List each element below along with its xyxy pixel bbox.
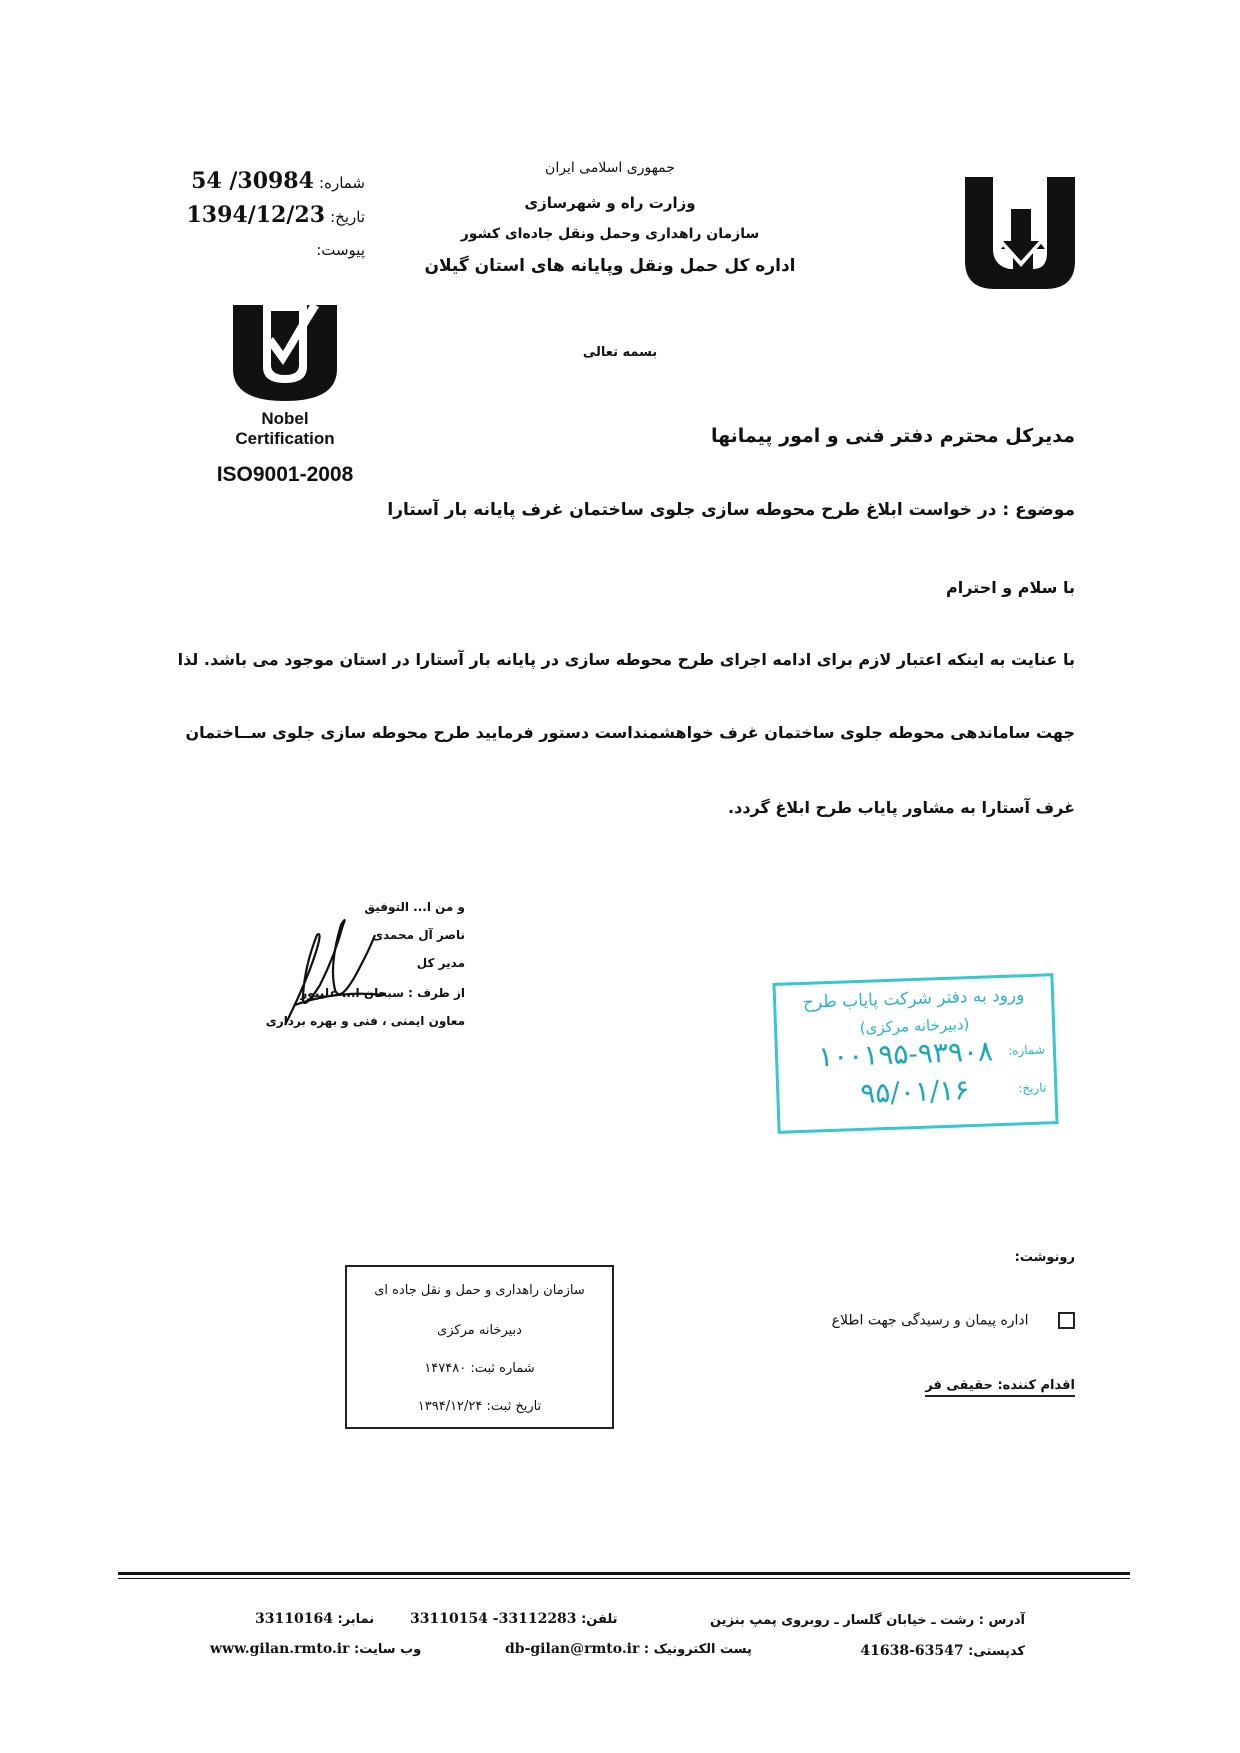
action-by: اقدام کننده: حقیقی فر (925, 1378, 1075, 1397)
letter-paragraph-1: با عنایت به اینکه اعتبار لازم برای ادامه اجرای طرح محوطه سازی در پایانه بار آستارا در استان موجود می باشد. لذا (177, 650, 1075, 669)
received-stamp (772, 973, 1058, 1134)
footer-phone (410, 1611, 618, 1627)
header-directorate: اداره کل حمل ونقل وپایانه های استان گیلان (424, 256, 796, 276)
registry-organization: سازمان راهداری و حمل و نقل جاده ای (374, 1283, 585, 1298)
reference-block (185, 168, 365, 268)
cc-checkbox[interactable] (1058, 1312, 1075, 1329)
reference-number-row (191, 168, 365, 194)
letter-subject: موضوع : در خواست ابلاغ طرح محوطه سازی جلوی ساختمان غرف پایانه بار آستارا (387, 500, 1075, 520)
stamp-number-label: شماره: (1007, 1042, 1046, 1058)
footer-website-label: وب سایت: (354, 1642, 422, 1657)
reference-date-label: تاریخ: (330, 208, 365, 226)
basmala: بسمه تعالی (582, 345, 658, 360)
iso-line-certification: Certification (235, 429, 335, 448)
header-organization: سازمان راهداری وحمل ونقل جاده‌ای کشور (460, 226, 760, 242)
footer-address: آدرس : رشت ـ خیابان گلسار ـ روبروی پمپ بنزین (709, 1613, 1025, 1628)
signature-on-behalf: از طرف : سبحان ا... علیپور (300, 986, 465, 1000)
reference-attachment-label: پیوست: (316, 241, 365, 259)
registry-secretariat: دبیرخانه مرکزی (437, 1323, 522, 1338)
cc-item (832, 1312, 1075, 1329)
footer-divider-thin (118, 1578, 1130, 1579)
iso-standard: ISO9001-2008 (216, 463, 354, 486)
footer-website-value[interactable]: www.gilan.rmto.ir (210, 1641, 350, 1657)
cc-item-label: اداره پیمان و رسیدگی جهت اطلاع (831, 1312, 1029, 1329)
nobel-certification-logo-icon (215, 285, 355, 405)
reference-date-value: 1394/12/23 (186, 202, 325, 228)
signature-name: ناصر آل محمدی (371, 928, 465, 942)
reference-number-label: شماره: (319, 174, 365, 192)
footer-fax-label: نمابر: (337, 1612, 375, 1627)
header-ministry: وزارت راه و شهرسازی (524, 194, 696, 212)
letter-recipient: مدیرکل محترم دفتر فنی و امور پیمانها (710, 425, 1075, 447)
stamp-date-value: ۹۵/۰۱/۱۶ (859, 1073, 970, 1110)
signature-title: مدیر کل (416, 956, 465, 970)
footer-fax-value: 33110164 (255, 1611, 333, 1627)
iso-certification (205, 285, 365, 505)
registry-stamp (345, 1265, 614, 1429)
reference-attachment-row (316, 240, 365, 259)
footer-website (210, 1641, 421, 1657)
signature-closing: و من ا... التوفیق (364, 900, 465, 914)
footer-phone-label: تلفن: (581, 1612, 618, 1627)
signature-deputy: معاون ایمنی ، فنی و بهره برداری (265, 1014, 465, 1028)
footer-postal-label: کدپستی: (968, 1644, 1025, 1659)
iso-line-nobel: Nobel (261, 409, 309, 428)
header-republic: جمهوری اسلامی ایران (545, 160, 675, 176)
stamp-date-label: تاریخ: (1018, 1080, 1047, 1096)
letter-paragraph-2: جهت ساماندهی محوطه جلوی ساختمان غرف خواهشمنداست دستور فرمایید طرح محوطه سازی جلوی ســاختمان (185, 723, 1075, 742)
footer-phone-value: 33110154 -33112283 (410, 1611, 577, 1627)
footer-fax (255, 1611, 374, 1627)
letter-paragraph-3: غرف آستارا به مشاور پایاب طرح ابلاغ گردد. (728, 798, 1075, 817)
cc-title: رونوشت: (1014, 1250, 1075, 1265)
registry-date: تاریخ ثبت: ۱۳۹۴/۱۲/۲۴ (417, 1399, 542, 1414)
rmto-logo-icon (955, 165, 1085, 295)
signature-block (265, 900, 465, 1035)
footer-divider (118, 1572, 1130, 1575)
reference-date-row (186, 202, 365, 228)
reference-number-value: 54 /30984 (191, 168, 314, 194)
footer-postal (860, 1643, 1025, 1659)
stamp-title: ورود به دفتر شرکت پایاب طرح (802, 985, 1025, 1013)
letter-greeting: با سلام و احترام (946, 578, 1075, 597)
stamp-number-value: ۱۰۰۱۹۵-۹۳۹۰۸ (817, 1034, 994, 1074)
footer-email (505, 1641, 752, 1657)
footer-postal-value: 41638-63547 (860, 1643, 964, 1659)
letterhead (400, 160, 820, 290)
registry-number: شماره ثبت: ۱۴۷۴۸۰ (424, 1361, 535, 1376)
footer-email-label: پست الکترونیک : (643, 1642, 752, 1657)
stamp-subtitle: (دبیرخانه مرکزی) (859, 1015, 970, 1037)
footer-email-value[interactable]: db-gilan@rmto.ir (505, 1641, 640, 1657)
